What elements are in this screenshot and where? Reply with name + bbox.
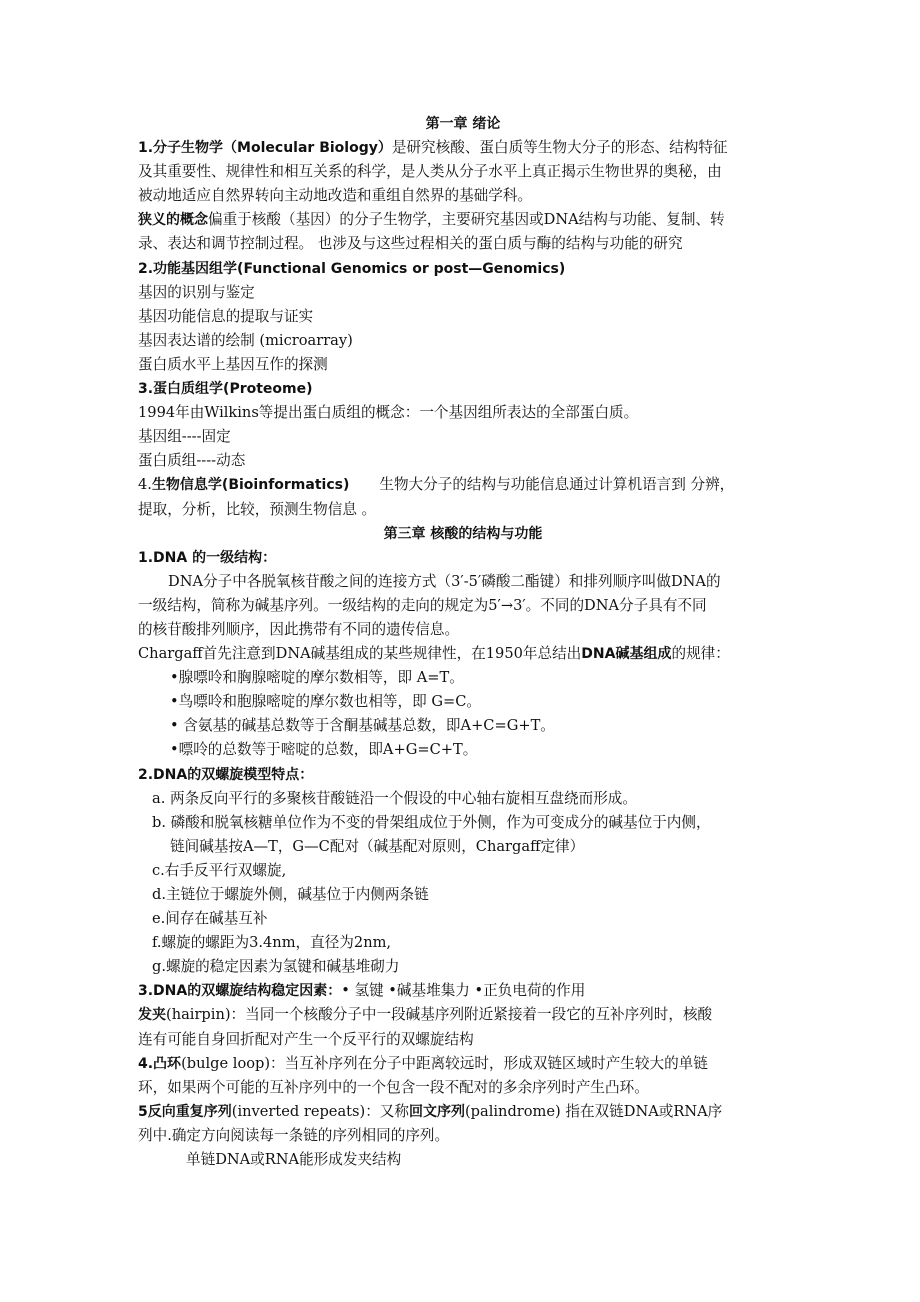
functional-genomics-item: 基因的识别与鉴定: [138, 283, 255, 301]
inverted-repeats-text-mid: (inverted repeats)：又称: [231, 1102, 409, 1120]
double-helix-item: c.右手反平行双螺旋,: [152, 861, 287, 879]
double-helix-item: f.螺旋的螺距为3.4nm，直径为2nm,: [152, 934, 392, 952]
bioinformatics-number: 4.: [138, 476, 152, 494]
bulge-loop-term: 4.凸环: [138, 1055, 182, 1072]
palindrome-term: 回文序列: [408, 1103, 465, 1120]
chargaff-text-c: 的规律：: [671, 645, 730, 663]
proteome-line-2: 基因组----固定: [138, 428, 231, 446]
stability-factors-line: [138, 979, 788, 1003]
bioinformatics-text: 生物大分子的结构与功能信息通过计算机语言到 分辨，: [379, 476, 735, 494]
bulge-loop-text: (bulge loop)：当互补序列在分子中距离较远时，形成双链区域时产生较大的单链: [181, 1054, 708, 1072]
bulge-loop-line-2: 环，如果两个可能的互补序列中的一个包含一段不配对的多余序列时产生凸环。: [138, 1078, 649, 1096]
chargaff-line: [138, 642, 788, 666]
bioinformatics-term: 生物信息学(Bioinformatics): [151, 477, 350, 494]
double-helix-item: d.主链位于螺旋外侧，碱基位于内侧两条链: [152, 886, 429, 903]
double-helix-item: g.螺旋的稳定因素为氢键和碱基堆砌力: [152, 958, 400, 976]
chargaff-term: DNA碱基组成: [581, 646, 672, 663]
narrow-concept-line-1: [138, 208, 788, 232]
dna-primary-structure-heading: 1.DNA 的一级结构：: [138, 549, 277, 566]
stability-factors-term: 3.DNA的双螺旋结构稳定因素：: [138, 983, 342, 1000]
chapter-1-title: 第一章 绪论: [425, 116, 501, 132]
molecular-biology-def-line-2: 及其重要性、规律性和相互关系的科学，是人类从分子水平上真正揭示生物世界的奥秘，由: [138, 163, 722, 181]
functional-genomics-item: 蛋白质水平上基因互作的探测: [138, 355, 328, 373]
hairpin-term: 发夹: [138, 1007, 166, 1024]
chargaff-rule: •鸟嘌呤和胞腺嘧啶的摩尔数也相等，即 G=C。: [170, 693, 481, 711]
double-helix-item-b-1: b. 磷酸和脱氧核糖单位作为不变的骨架组成位于外侧，作为可变成分的碱基位于内侧，: [152, 813, 711, 831]
molecular-biology-def-line-1: [138, 136, 788, 160]
hairpin-line-2: 连有可能自身回折配对产生一个反平行的双螺旋结构: [138, 1030, 474, 1048]
proteome-line-3: 蛋白质组----动态: [138, 452, 246, 470]
chargaff-rule: • 含氨基的碱基总数等于含酮基碱基总数，即A+C=G+T。: [170, 717, 555, 735]
molecular-biology-term: 1.分子生物学（Molecular Biology）: [138, 140, 392, 157]
bulge-loop-line-1: [138, 1052, 788, 1076]
narrow-concept-term: 狭义的概念: [138, 212, 208, 229]
inverted-repeats-line-3: 单链DNA或RNA能形成发夹结构: [186, 1151, 402, 1169]
dna-primary-line-2: 一级结构，简称为碱基序列。一级结构的走向的规定为5′→3′。不同的DNA分子具有不同: [138, 596, 707, 614]
narrow-concept-line-2: 录、表达和调节控制过程。 也涉及与这些过程相关的蛋白质与酶的结构与功能的研究: [138, 235, 683, 253]
narrow-concept-text: 偏重于核酸（基因）的分子生物学，主要研究基因或DNA结构与功能、复制、转: [208, 211, 725, 229]
proteome-line-1: 1994年由Wilkins等提出蛋白质组的概念：一个基因组所表达的全部蛋白质。: [138, 404, 639, 422]
double-helix-item: e.间存在碱基互补: [152, 910, 268, 928]
chargaff-rule: •嘌呤的总数等于嘧啶的总数，即A+G=C+T。: [170, 741, 478, 759]
double-helix-item-b-2: 链间碱基按A—T，G—C配对（碱基配对原则，Chargaff定律）: [170, 837, 585, 855]
molecular-biology-def-text: 是研究核酸、蛋白质等生物大分子的形态、结构特征: [391, 139, 728, 157]
inverted-repeats-line-2: 列中.确定方向阅读每一条链的序列相同的序列。: [138, 1126, 450, 1144]
inverted-repeats-term: 5反向重复序列: [138, 1103, 232, 1120]
molecular-biology-def-line-3: 被动地适应自然界转向主动地改造和重组自然界的基础学科。: [138, 187, 533, 205]
document-page: [138, 112, 788, 1172]
functional-genomics-heading: 2.功能基因组学(Functional Genomics or post—Genomics): [138, 260, 566, 277]
chargaff-text-a: Chargaff首先注意到DNA碱基组成的某些规律性，在1950年总结出: [138, 645, 582, 663]
bioinformatics-line-2: 提取，分析，比较，预测生物信息 。: [138, 500, 377, 518]
hairpin-text: (hairpin)：当同一个核酸分子中一段碱基序列附近紧接着一段它的互补序列时，核酸: [166, 1006, 713, 1024]
dna-primary-line-1: DNA分子中各脱氧核苷酸之间的连接方式（3′-5′磷酸二酯键）和排列顺序叫做DNA的: [168, 572, 721, 590]
dna-primary-line-3: 的核苷酸排列顺序，因此携带有不同的遗传信息。: [138, 620, 460, 638]
inverted-repeats-text-tail: (palindrome) 指在双链DNA或RNA序: [464, 1102, 723, 1120]
functional-genomics-item: 基因功能信息的提取与证实: [138, 307, 314, 325]
stability-factors-text: • 氢键 •碱基堆集力 •正负电荷的作用: [341, 982, 586, 1000]
inverted-repeats-line-1: [138, 1100, 788, 1124]
double-helix-heading: 2.DNA的双螺旋模型特点：: [138, 766, 314, 783]
proteome-heading: 3.蛋白质组学(Proteome): [138, 381, 313, 398]
functional-genomics-item: 基因表达谱的绘制 (microarray): [138, 331, 353, 349]
chapter-3-title: 第三章 核酸的结构与功能: [383, 525, 543, 542]
chargaff-rule: •腺嘌呤和胸腺嘧啶的摩尔数相等，即 A=T。: [170, 669, 464, 687]
hairpin-line-1: [138, 1003, 788, 1027]
bioinformatics-line-1: [138, 473, 788, 497]
double-helix-item-a: a. 两条反向平行的多聚核苷酸链沿一个假设的中心轴右旋相互盘绕而形成。: [152, 789, 637, 807]
